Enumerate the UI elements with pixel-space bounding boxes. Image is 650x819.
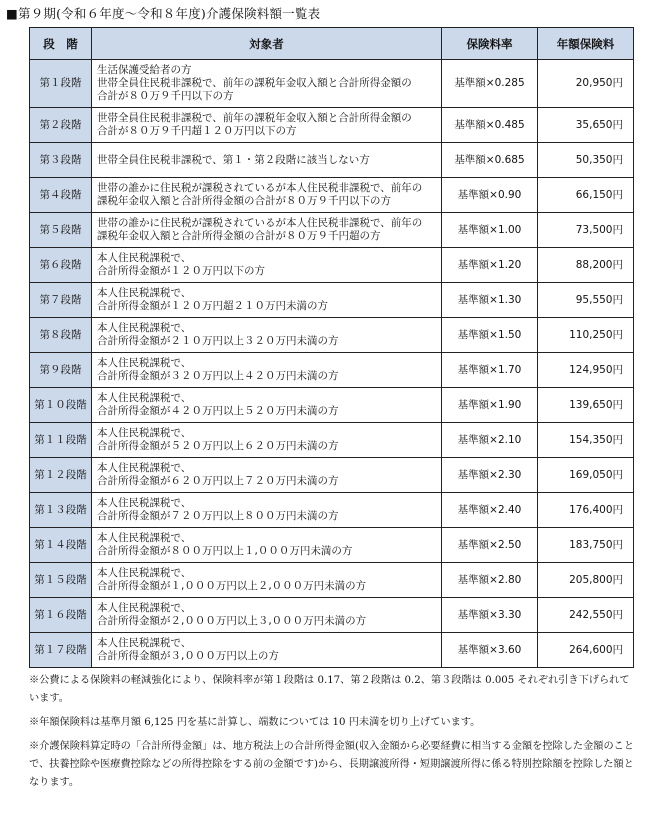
rate-cell: 基準額×2.80 [442,563,538,598]
annual-cell: 169,050円 [538,458,634,493]
annual-cell: 139,650円 [538,388,634,423]
table-header-row [30,28,634,60]
target-cell [92,143,442,178]
table-row [30,60,634,108]
rate-cell: 基準額×1.00 [442,213,538,248]
target-line: 本人住民税課税で、 [97,392,192,404]
notes [29,672,635,798]
target-cell [92,318,442,353]
target-cell [92,493,442,528]
target-line: 本人住民税課税で、 [97,252,192,264]
rate-cell: 基準額×1.90 [442,388,538,423]
rate-cell: 基準額×2.10 [442,423,538,458]
table-row [30,458,634,493]
annual-cell: 88,200円 [538,248,634,283]
stage-cell: 第１７段階 [30,633,92,668]
note-paragraph: ※介護保険料算定時の「合計所得金額」は、地方税法上の合計所得金額(収入金額から必要経費に相当する金額を控除した金額のことで、扶養控除や医療費控除などの所得控除をする前の金額です)から、長期譲渡所得・短期譲渡所得に係る特別控除額を控除した額となります。 [29,741,635,788]
target-line: 合計所得金額が３,０００万円以上の方 [97,650,279,662]
target-cell [92,633,442,668]
rate-cell: 基準額×2.40 [442,493,538,528]
target-line: 課税年金収入額と合計所得金額の合計が８０万９千円以下の方 [97,195,391,207]
rate-cell: 基準額×3.30 [442,598,538,633]
target-cell [92,213,442,248]
table-row [30,248,634,283]
stage-cell: 第３段階 [30,143,92,178]
target-line: 合計所得金額が１２０万円以下の方 [97,265,265,277]
target-cell [92,423,442,458]
table-row [30,283,634,318]
table-row [30,388,634,423]
target-line: 本人住民税課税で、 [97,602,192,614]
annual-cell: 66,150円 [538,178,634,213]
target-line: 合計所得金額が４２０万円以上５２０万円未満の方 [97,405,339,417]
rate-cell: 基準額×2.30 [442,458,538,493]
annual-cell: 73,500円 [538,213,634,248]
stage-cell: 第１段階 [30,60,92,108]
target-line: 世帯全員住民税非課税で、第１・第２段階に該当しない方 [97,153,370,166]
stage-cell: 第４段階 [30,178,92,213]
target-line: 合計所得金額が８００万円以上１,０００万円未満の方 [97,545,353,557]
target-line: 課税年金収入額と合計所得金額の合計が８０万９千円超の方 [97,230,381,242]
annual-cell: 110,250円 [538,318,634,353]
target-line: 本人住民税課税で、 [97,322,192,334]
stage-cell: 第１６段階 [30,598,92,633]
target-line: 本人住民税課税で、 [97,357,192,369]
target-cell [92,108,442,143]
table-row [30,108,634,143]
stage-cell: 第１４段階 [30,528,92,563]
stage-cell: 第７段階 [30,283,92,318]
target-line: 合計所得金額が１２０万円超２１０万円未満の方 [97,300,328,312]
stage-cell: 第１２段階 [30,458,92,493]
target-line: 合計所得金額が２,０００万円以上３,０００万円未満の方 [97,615,367,627]
annual-cell: 95,550円 [538,283,634,318]
stage-cell: 第２段階 [30,108,92,143]
header-target: 対象者 [92,28,442,60]
target-cell [92,60,442,108]
target-line: 本人住民税課税で、 [97,532,192,544]
stage-cell: 第１５段階 [30,563,92,598]
annual-cell: 20,950円 [538,60,634,108]
target-line: 合計所得金額が３２０万円以上４２０万円未満の方 [97,370,339,382]
stage-cell: 第６段階 [30,248,92,283]
premium-table [29,27,634,668]
target-line: 世帯全員住民税非課税で、前年の課税年金収入額と合計所得金額の [97,77,412,89]
rate-cell: 基準額×1.20 [442,248,538,283]
rate-cell: 基準額×1.50 [442,318,538,353]
target-cell [92,248,442,283]
target-line: 世帯全員住民税非課税で、前年の課税年金収入額と合計所得金額の [97,112,412,124]
annual-cell: 50,350円 [538,143,634,178]
target-line: 合計が８０万９千円超１２０万円以下の方 [97,125,297,137]
target-cell [92,528,442,563]
stage-cell: 第１３段階 [30,493,92,528]
annual-cell: 124,950円 [538,353,634,388]
rate-cell: 基準額×1.70 [442,353,538,388]
target-line: 合計が８０万９千円以下の方 [97,90,234,102]
header-stage: 段 階 [30,28,92,60]
target-line: 合計所得金額が１,０００万円以上２,０００万円未満の方 [97,580,367,592]
rate-cell: 基準額×0.485 [442,108,538,143]
rate-cell: 基準額×0.285 [442,60,538,108]
table-row [30,598,634,633]
table-row [30,318,634,353]
table-row [30,563,634,598]
target-line: 本人住民税課税で、 [97,637,192,649]
target-cell [92,178,442,213]
note-paragraph: ※年額保険料は基準月額 6,125 円を基に計算し、端数については 10 円未満を切り上げています。 [29,717,481,728]
table-row [30,493,634,528]
stage-cell: 第９段階 [30,353,92,388]
target-line: 合計所得金額が５２０万円以上６２０万円未満の方 [97,440,339,452]
page-title: ■第９期(令和６年度～令和８年度)介護保険料額一覧表 [6,6,321,21]
table-row [30,633,634,668]
table-row [30,143,634,178]
target-line: 世帯の誰かに住民税が課税されているが本人住民税非課税で、前年の [97,182,423,194]
table-row [30,213,634,248]
target-line: 合計所得金額が２１０万円以上３２０万円未満の方 [97,335,339,347]
rate-cell: 基準額×2.50 [442,528,538,563]
annual-cell: 154,350円 [538,423,634,458]
header-annual: 年額保険料 [538,28,634,60]
target-line: 本人住民税課税で、 [97,567,192,579]
target-line: 本人住民税課税で、 [97,427,192,439]
target-line: 本人住民税課税で、 [97,497,192,509]
rate-cell: 基準額×1.30 [442,283,538,318]
target-cell [92,563,442,598]
table-row [30,178,634,213]
rate-cell: 基準額×0.685 [442,143,538,178]
target-line: 本人住民税課税で、 [97,462,192,474]
target-cell [92,598,442,633]
target-line: 合計所得金額が７２０万円以上８００万円未満の方 [97,510,339,522]
annual-cell: 264,600円 [538,633,634,668]
annual-cell: 242,550円 [538,598,634,633]
stage-cell: 第８段階 [30,318,92,353]
target-cell [92,283,442,318]
table-body [30,60,634,668]
stage-cell: 第１１段階 [30,423,92,458]
rate-cell: 基準額×0.90 [442,178,538,213]
annual-cell: 176,400円 [538,493,634,528]
target-line: 世帯の誰かに住民税が課税されているが本人住民税非課税で、前年の [97,217,423,229]
note-paragraph: ※公費による保険料の軽減強化により、保険料率が第１段階は 0.17、第２段階は 0.2、第３段階は 0.005 それぞれ引き下げられています。 [29,675,630,704]
rate-cell: 基準額×3.60 [442,633,538,668]
header-rate: 保険料率 [442,28,538,60]
table-row [30,423,634,458]
target-cell [92,458,442,493]
table-row [30,528,634,563]
target-line: 生活保護受給者の方 [97,64,192,76]
stage-cell: 第１０段階 [30,388,92,423]
annual-cell: 35,650円 [538,108,634,143]
target-line: 合計所得金額が６２０万円以上７２０万円未満の方 [97,475,339,487]
stage-cell: 第５段階 [30,213,92,248]
annual-cell: 205,800円 [538,563,634,598]
table-row [30,353,634,388]
target-line: 本人住民税課税で、 [97,287,192,299]
target-cell [92,353,442,388]
target-cell [92,388,442,423]
annual-cell: 183,750円 [538,528,634,563]
